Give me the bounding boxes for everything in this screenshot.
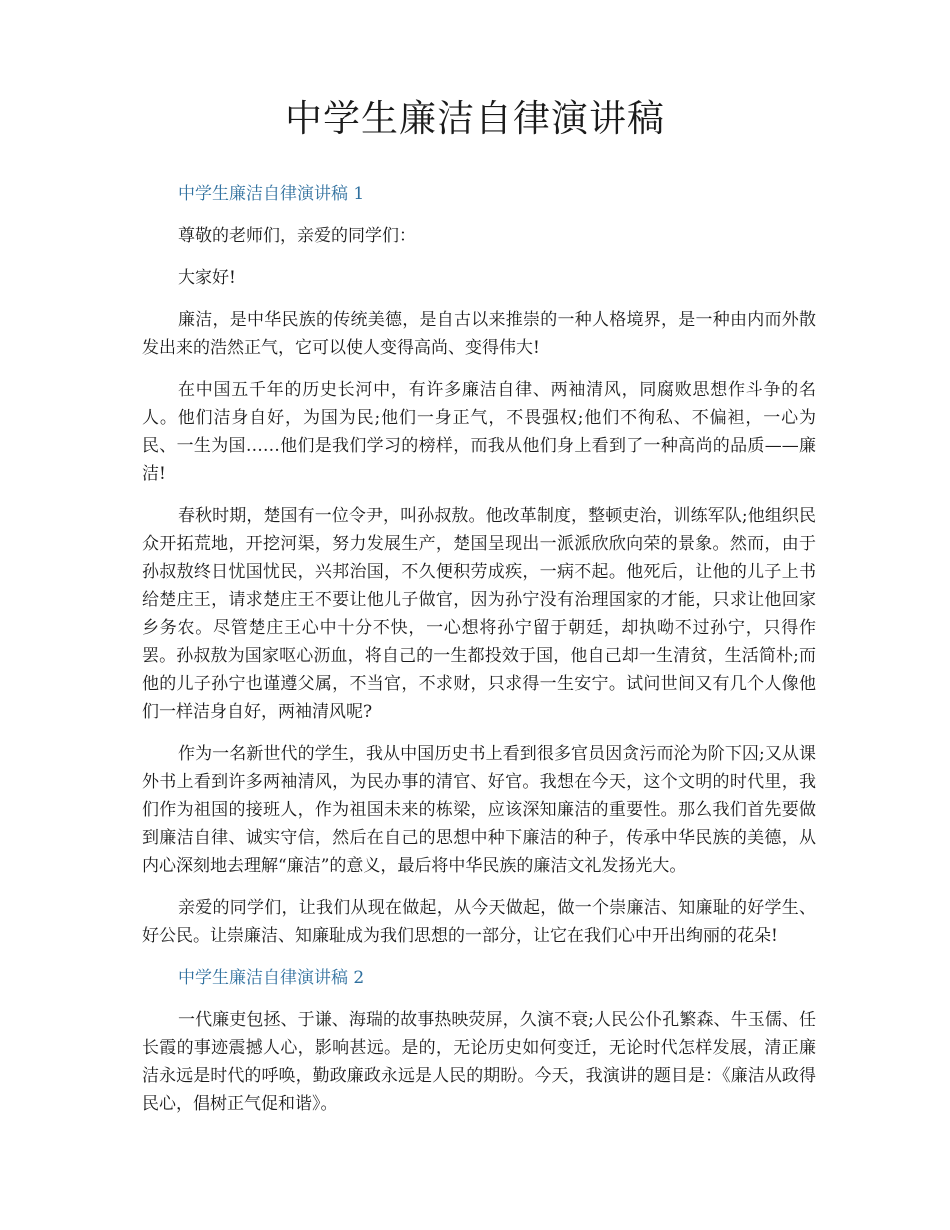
paragraph-salutation: 尊敬的老师们，亲爱的同学们： [178, 226, 416, 246]
paragraph-greeting: 大家好! [178, 268, 236, 288]
section-heading-1: 中学生廉洁自律演讲稿 1 [178, 184, 365, 204]
paragraph: 一代廉吏包拯、于谦、海瑞的故事热映荧屏，久演不衰;人民公仆孔繁森、牛玉儒、任长霞的事迹震撼人心，影响甚远。是的，无论历史如何变迁，无论时代怎样发展，清正廉洁永远是时代的呼唤，勤政廉政永远是人民的期盼。今天，我演讲的题目是：《廉洁从政得民心，倡树正气促和谐》。 [142, 1010, 816, 1114]
paragraph: 在中国五千年的历史长河中，有许多廉洁自律、两袖清风，同腐败思想作斗争的名人。他们洁身自好，为国为民;他们一身正气，不畏强权;他们不徇私、不偏袒，一心为民、一生为国……他们是我们学习的榜样，而我从他们身上看到了一种高尚的品质——廉洁! [142, 380, 816, 484]
paragraph: 作为一名新世代的学生，我从中国历史书上看到很多官员因贪污而沦为阶下囚;又从课外书上看到许多两袖清风，为民办事的清官、好官。我想在今天，这个文明的时代里，我们作为祖国的接班人，作为祖国未来的栋梁，应该深知廉洁的重要性。那么我们首先要做到廉洁自律、诚实守信，然后在自己的思想中种下廉洁的种子，传承中华民族的美德，从内心深刻地去理解“廉洁”的意义，最后将中华民族的廉洁文礼发扬光大。 [142, 744, 816, 876]
paragraph: 春秋时期，楚国有一位令尹，叫孙叔敖。他改革制度，整顿吏治，训练军队;他组织民众开拓荒地，开挖河渠，努力发展生产，楚国呈现出一派派欣欣向荣的景象。然而，由于孙叔敖终日忧国忧民，兴邦治国，不久便积劳成疾，一病不起。他死后，让他的儿子上书给楚庄王，请求楚庄王不要让他儿子做官，因为孙宁没有治理国家的才能，只求让他回家乡务农。尽管楚庄王心中十分不快，一心想将孙宁留于朝廷，却执呦不过孙宁，只得作罢。孙叔敖为国家呕心沥血，将自己的一生都投效于国，他自己却一生清贫，生活简朴;而他的儿子孙宁也谨遵父属，不当官，不求财，只求得一生安宁。试问世间又有几个人像他们一样洁身自好，两袖清风呢? [142, 506, 816, 722]
document-body [142, 180, 816, 1132]
paragraph: 廉洁，是中华民族的传统美德，是自古以来推崇的一种人格境界，是一种由内而外散发出来的浩然正气，它可以使人变得高尚、变得伟大! [142, 310, 816, 358]
paragraph: 亲爱的同学们，让我们从现在做起，从今天做起，做一个崇廉洁、知廉耻的好学生、好公民。让崇廉洁、知廉耻成为我们思想的一部分，让它在我们心中开出绚丽的花朵! [142, 898, 816, 946]
section-heading-2: 中学生廉洁自律演讲稿 2 [178, 968, 365, 988]
document-title: 中学生廉洁自律演讲稿 [285, 97, 665, 140]
